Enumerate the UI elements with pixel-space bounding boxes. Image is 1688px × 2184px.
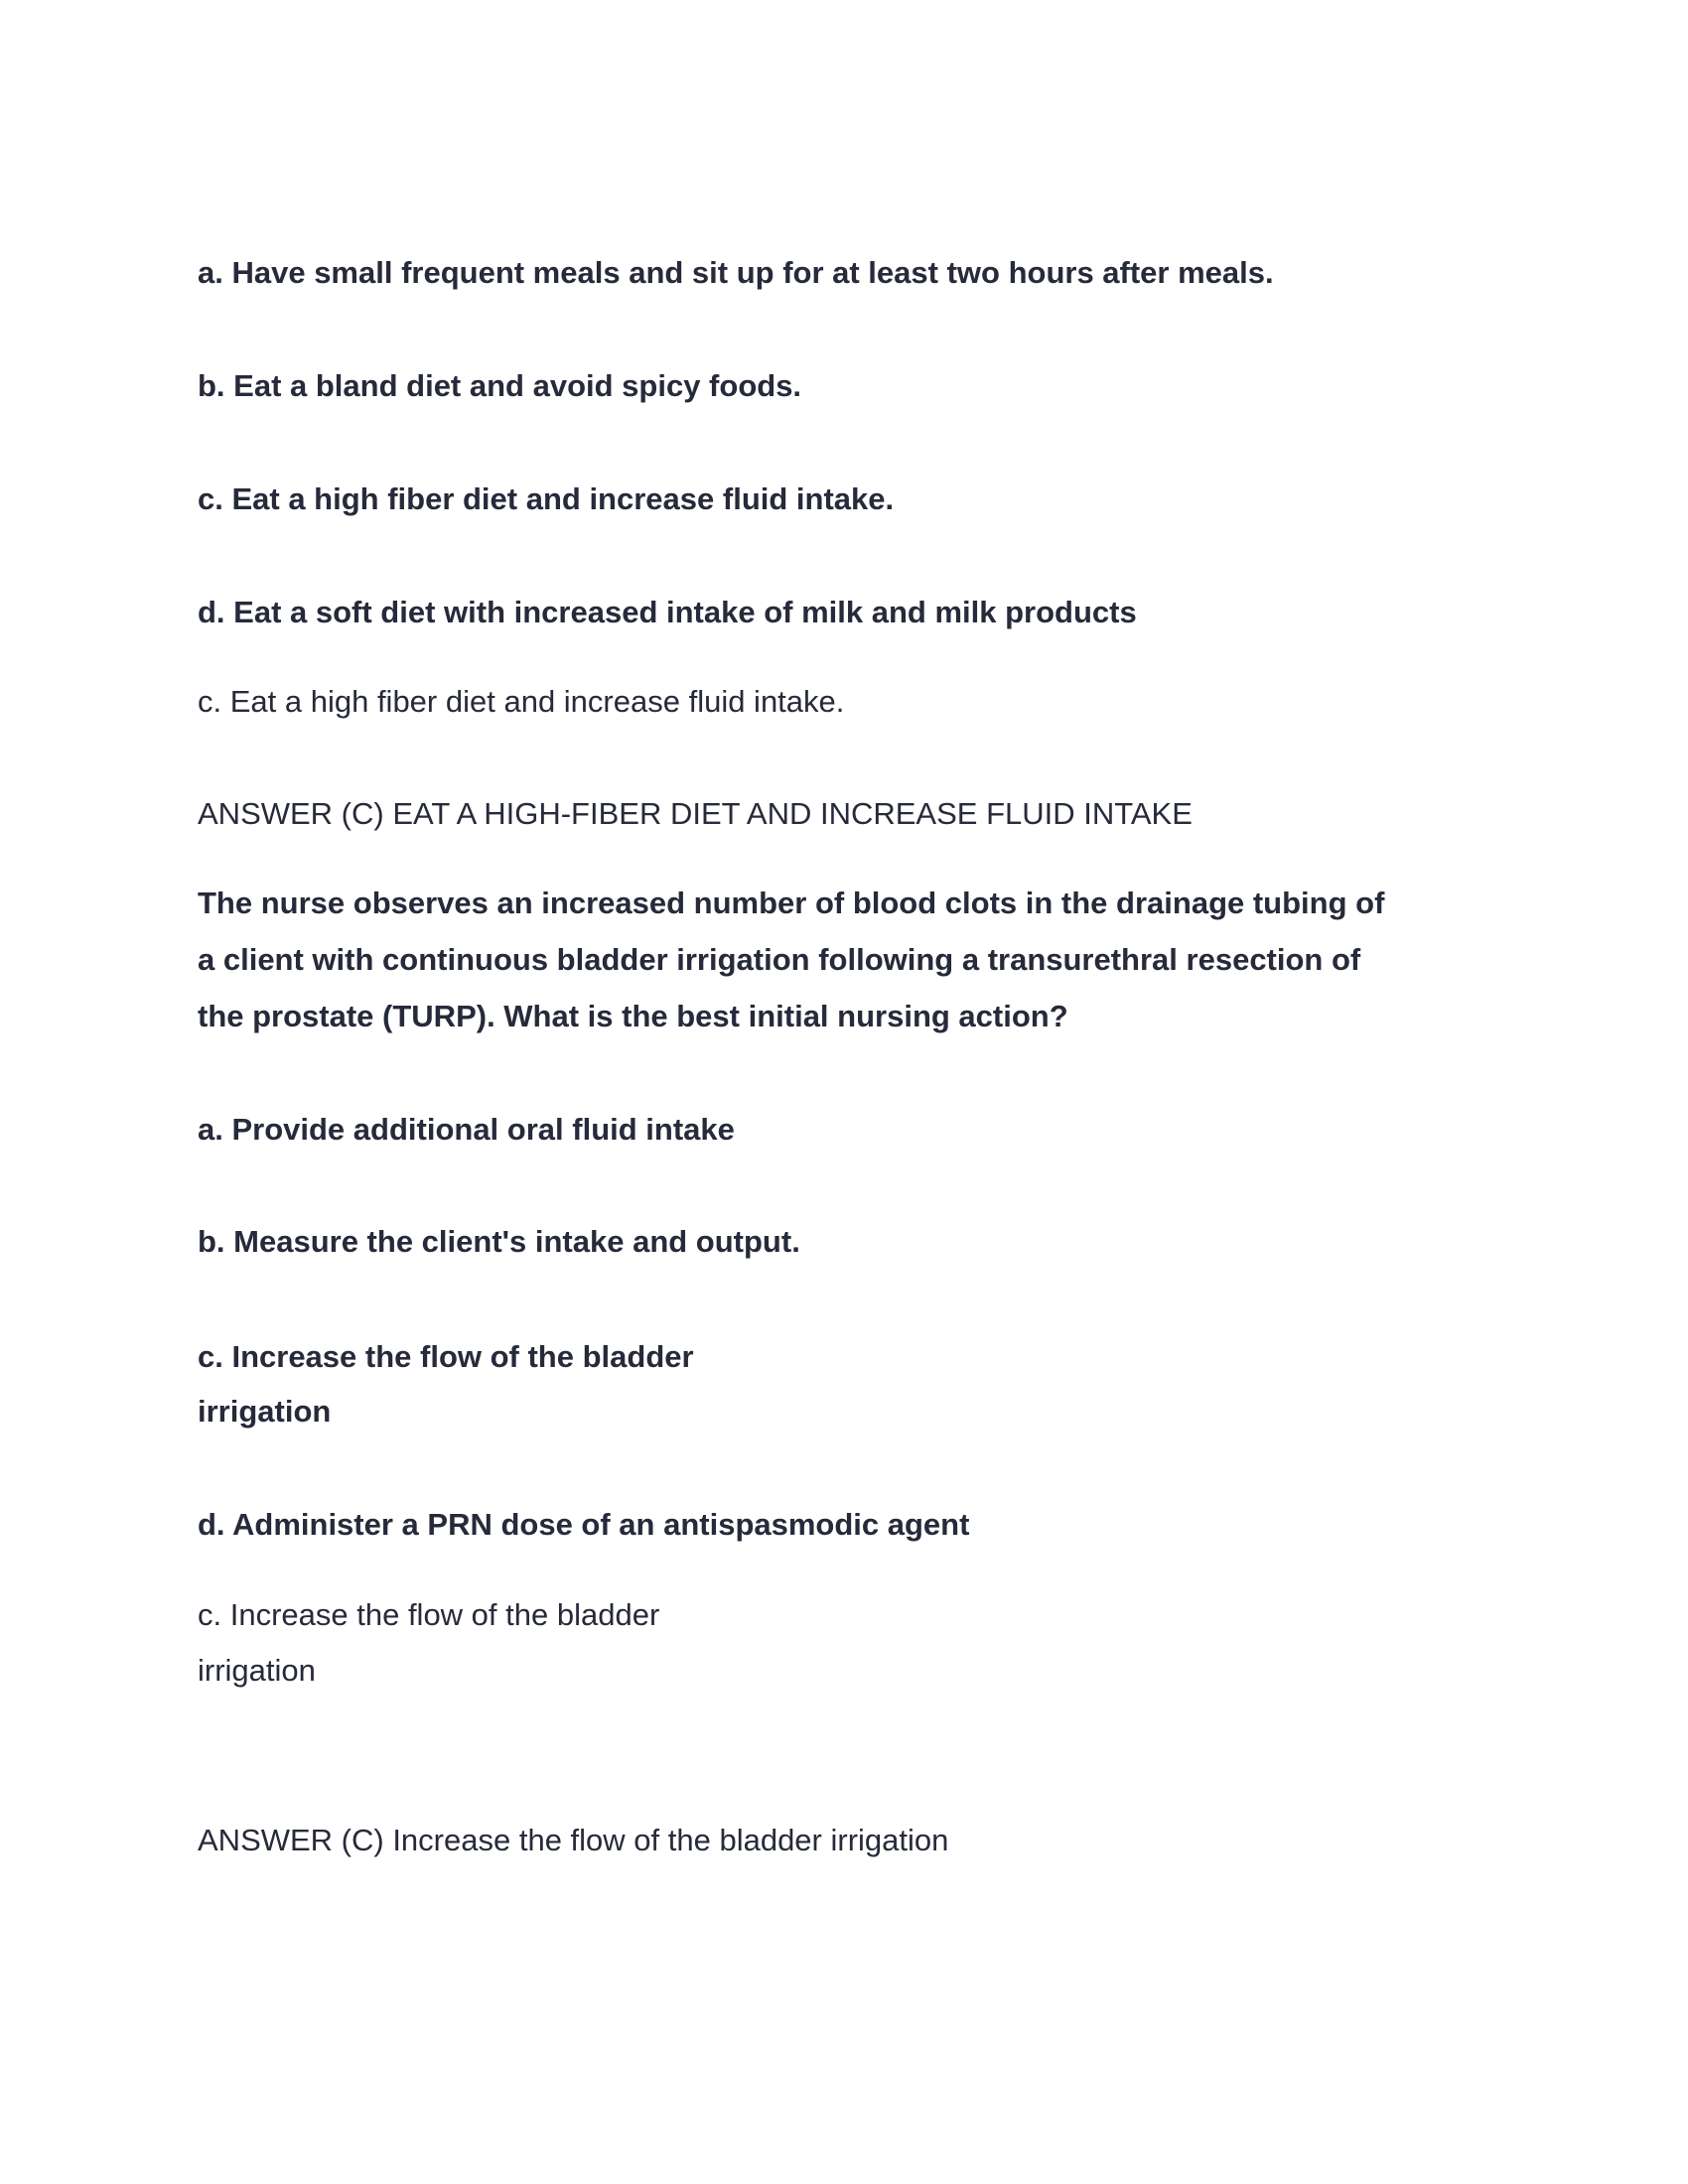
q1-option-c: c. Eat a high fiber diet and increase fluid intake.: [198, 481, 895, 516]
q2-question-line: The nurse observes an increased number of blood clots in the drainage tubing of: [198, 886, 1385, 920]
q1-option-d: d. Eat a soft diet with increased intake of milk and milk products: [198, 595, 1137, 629]
q2-question-line: the prostate (TURP). What is the best initial nursing action?: [198, 999, 1068, 1033]
q2-option-c: c. Increase the flow of the bladder: [198, 1339, 694, 1374]
q2-answer: ANSWER (C) Increase the flow of the bladder irrigation: [198, 1823, 949, 1857]
q2-selected-answer-cont: irrigation: [198, 1653, 316, 1688]
q2-selected-answer: c. Increase the flow of the bladder: [198, 1597, 660, 1632]
q2-option-c-cont: irrigation: [198, 1394, 332, 1429]
q2-option-a: a. Provide additional oral fluid intake: [198, 1112, 735, 1147]
q1-option-a: a. Have small frequent meals and sit up for at least two hours after meals.: [198, 255, 1274, 290]
q2-option-d: d. Administer a PRN dose of an antispasmodic agent: [198, 1507, 970, 1542]
q1-answer: ANSWER (C) EAT A HIGH-FIBER DIET AND INCREASE FLUID INTAKE: [198, 796, 1193, 831]
q1-option-b: b. Eat a bland diet and avoid spicy foods.: [198, 368, 802, 403]
q2-option-b: b. Measure the client's intake and output.: [198, 1224, 800, 1259]
q2-question-line: a client with continuous bladder irrigation following a transurethral resection of: [198, 942, 1361, 977]
q1-selected-answer: c. Eat a high fiber diet and increase fluid intake.: [198, 684, 845, 719]
